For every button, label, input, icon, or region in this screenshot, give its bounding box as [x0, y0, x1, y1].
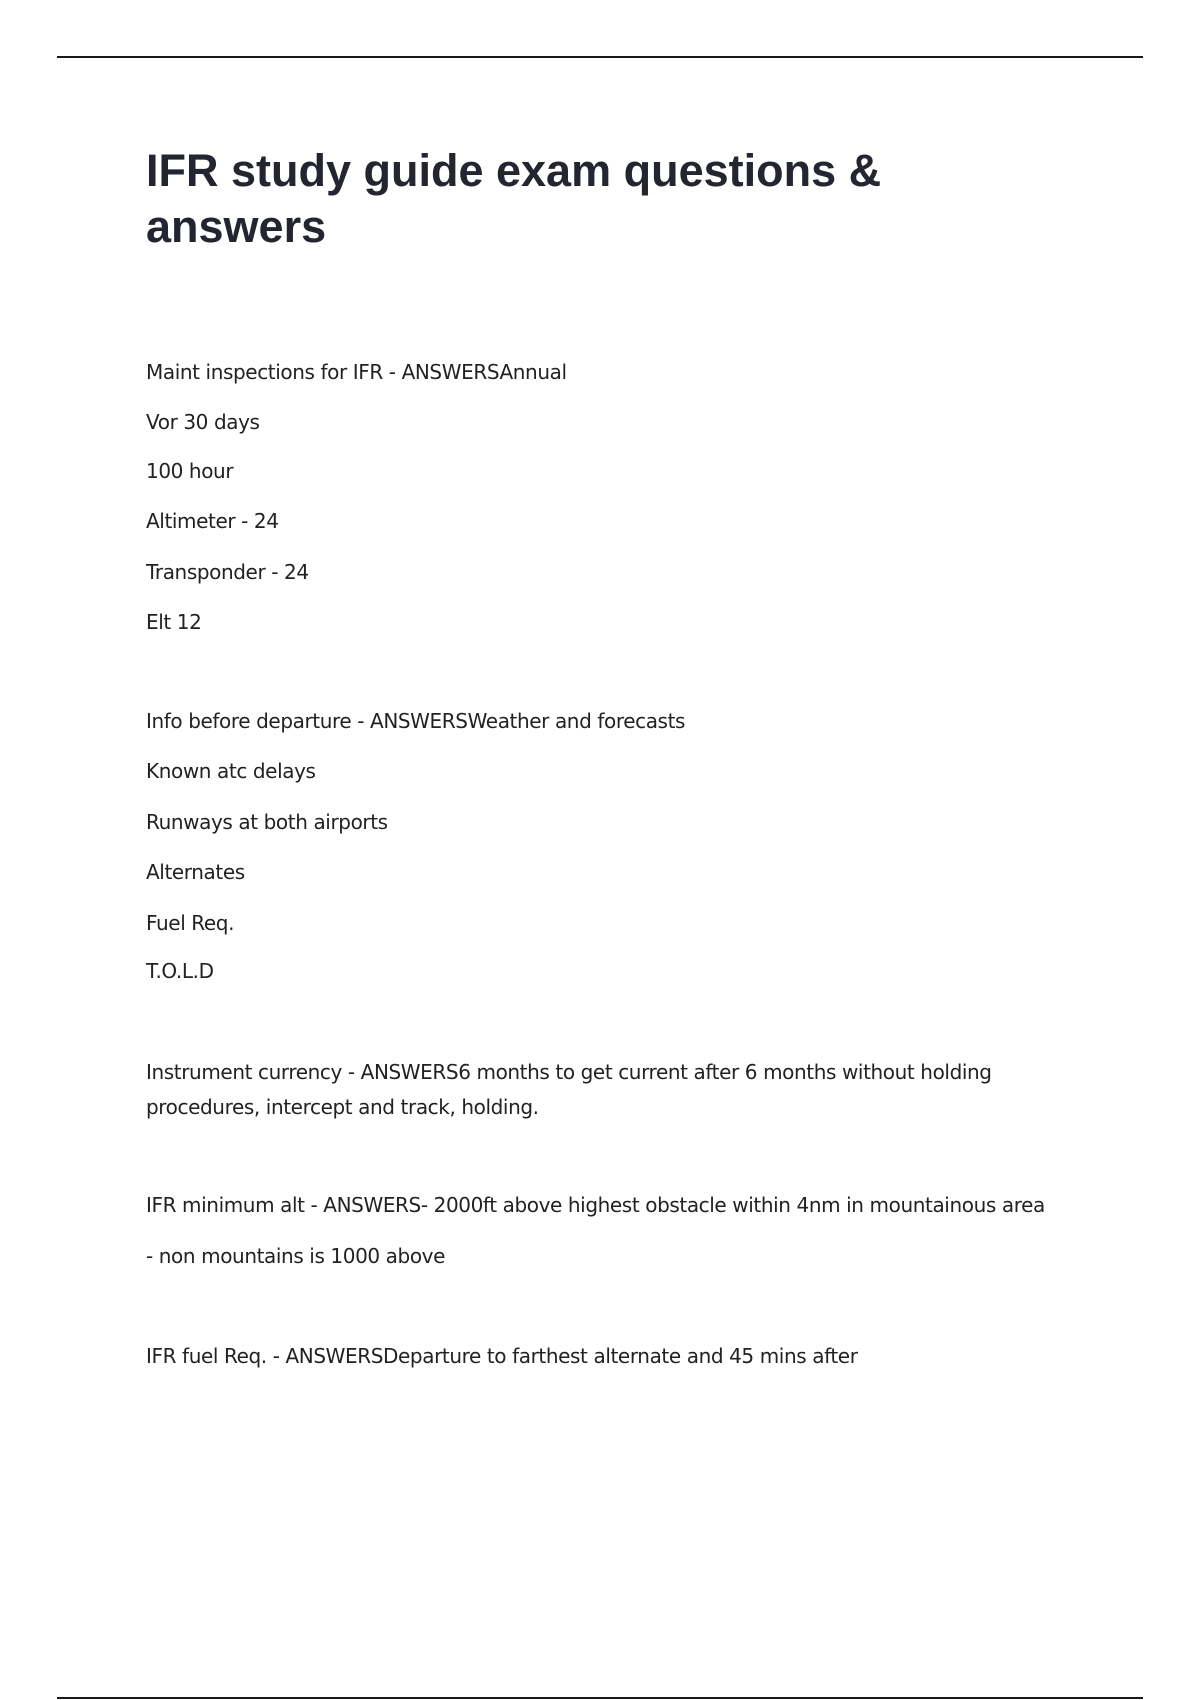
answer-line: Elt 12 — [146, 610, 202, 634]
question-ifr-minimum-alt: IFR minimum alt - ANSWERS- 2000ft above highest obstacle within 4nm in mountainous area — [146, 1193, 1045, 1217]
answer-line: - non mountains is 1000 above — [146, 1244, 446, 1268]
answer-line: Fuel Req. — [146, 911, 235, 935]
bottom-divider — [57, 1697, 1143, 1699]
answer-line: Known atc delays — [146, 759, 316, 783]
answer-line: Altimeter - 24 — [146, 509, 279, 533]
question-info-before-departure: Info before departure - ANSWERSWeather and forecasts — [146, 709, 686, 733]
question-maint-inspections: Maint inspections for IFR - ANSWERSAnnual — [146, 360, 567, 384]
answer-line: 100 hour — [146, 459, 234, 483]
answer-line: Runways at both airports — [146, 810, 388, 834]
question-instrument-currency: Instrument currency - ANSWERS6 months to get current after 6 months without holding procedures, intercept and track, holding. — [146, 1060, 992, 1119]
answer-line: Transponder - 24 — [146, 560, 309, 584]
answer-line: Alternates — [146, 860, 245, 884]
top-divider — [57, 56, 1143, 58]
question-ifr-fuel-req: IFR fuel Req. - ANSWERSDeparture to farthest alternate and 45 mins after — [146, 1344, 858, 1368]
answer-line: Vor 30 days — [146, 410, 260, 434]
answer-line: T.O.L.D — [146, 959, 214, 983]
page-title: IFR study guide exam questions & answers — [146, 145, 882, 252]
